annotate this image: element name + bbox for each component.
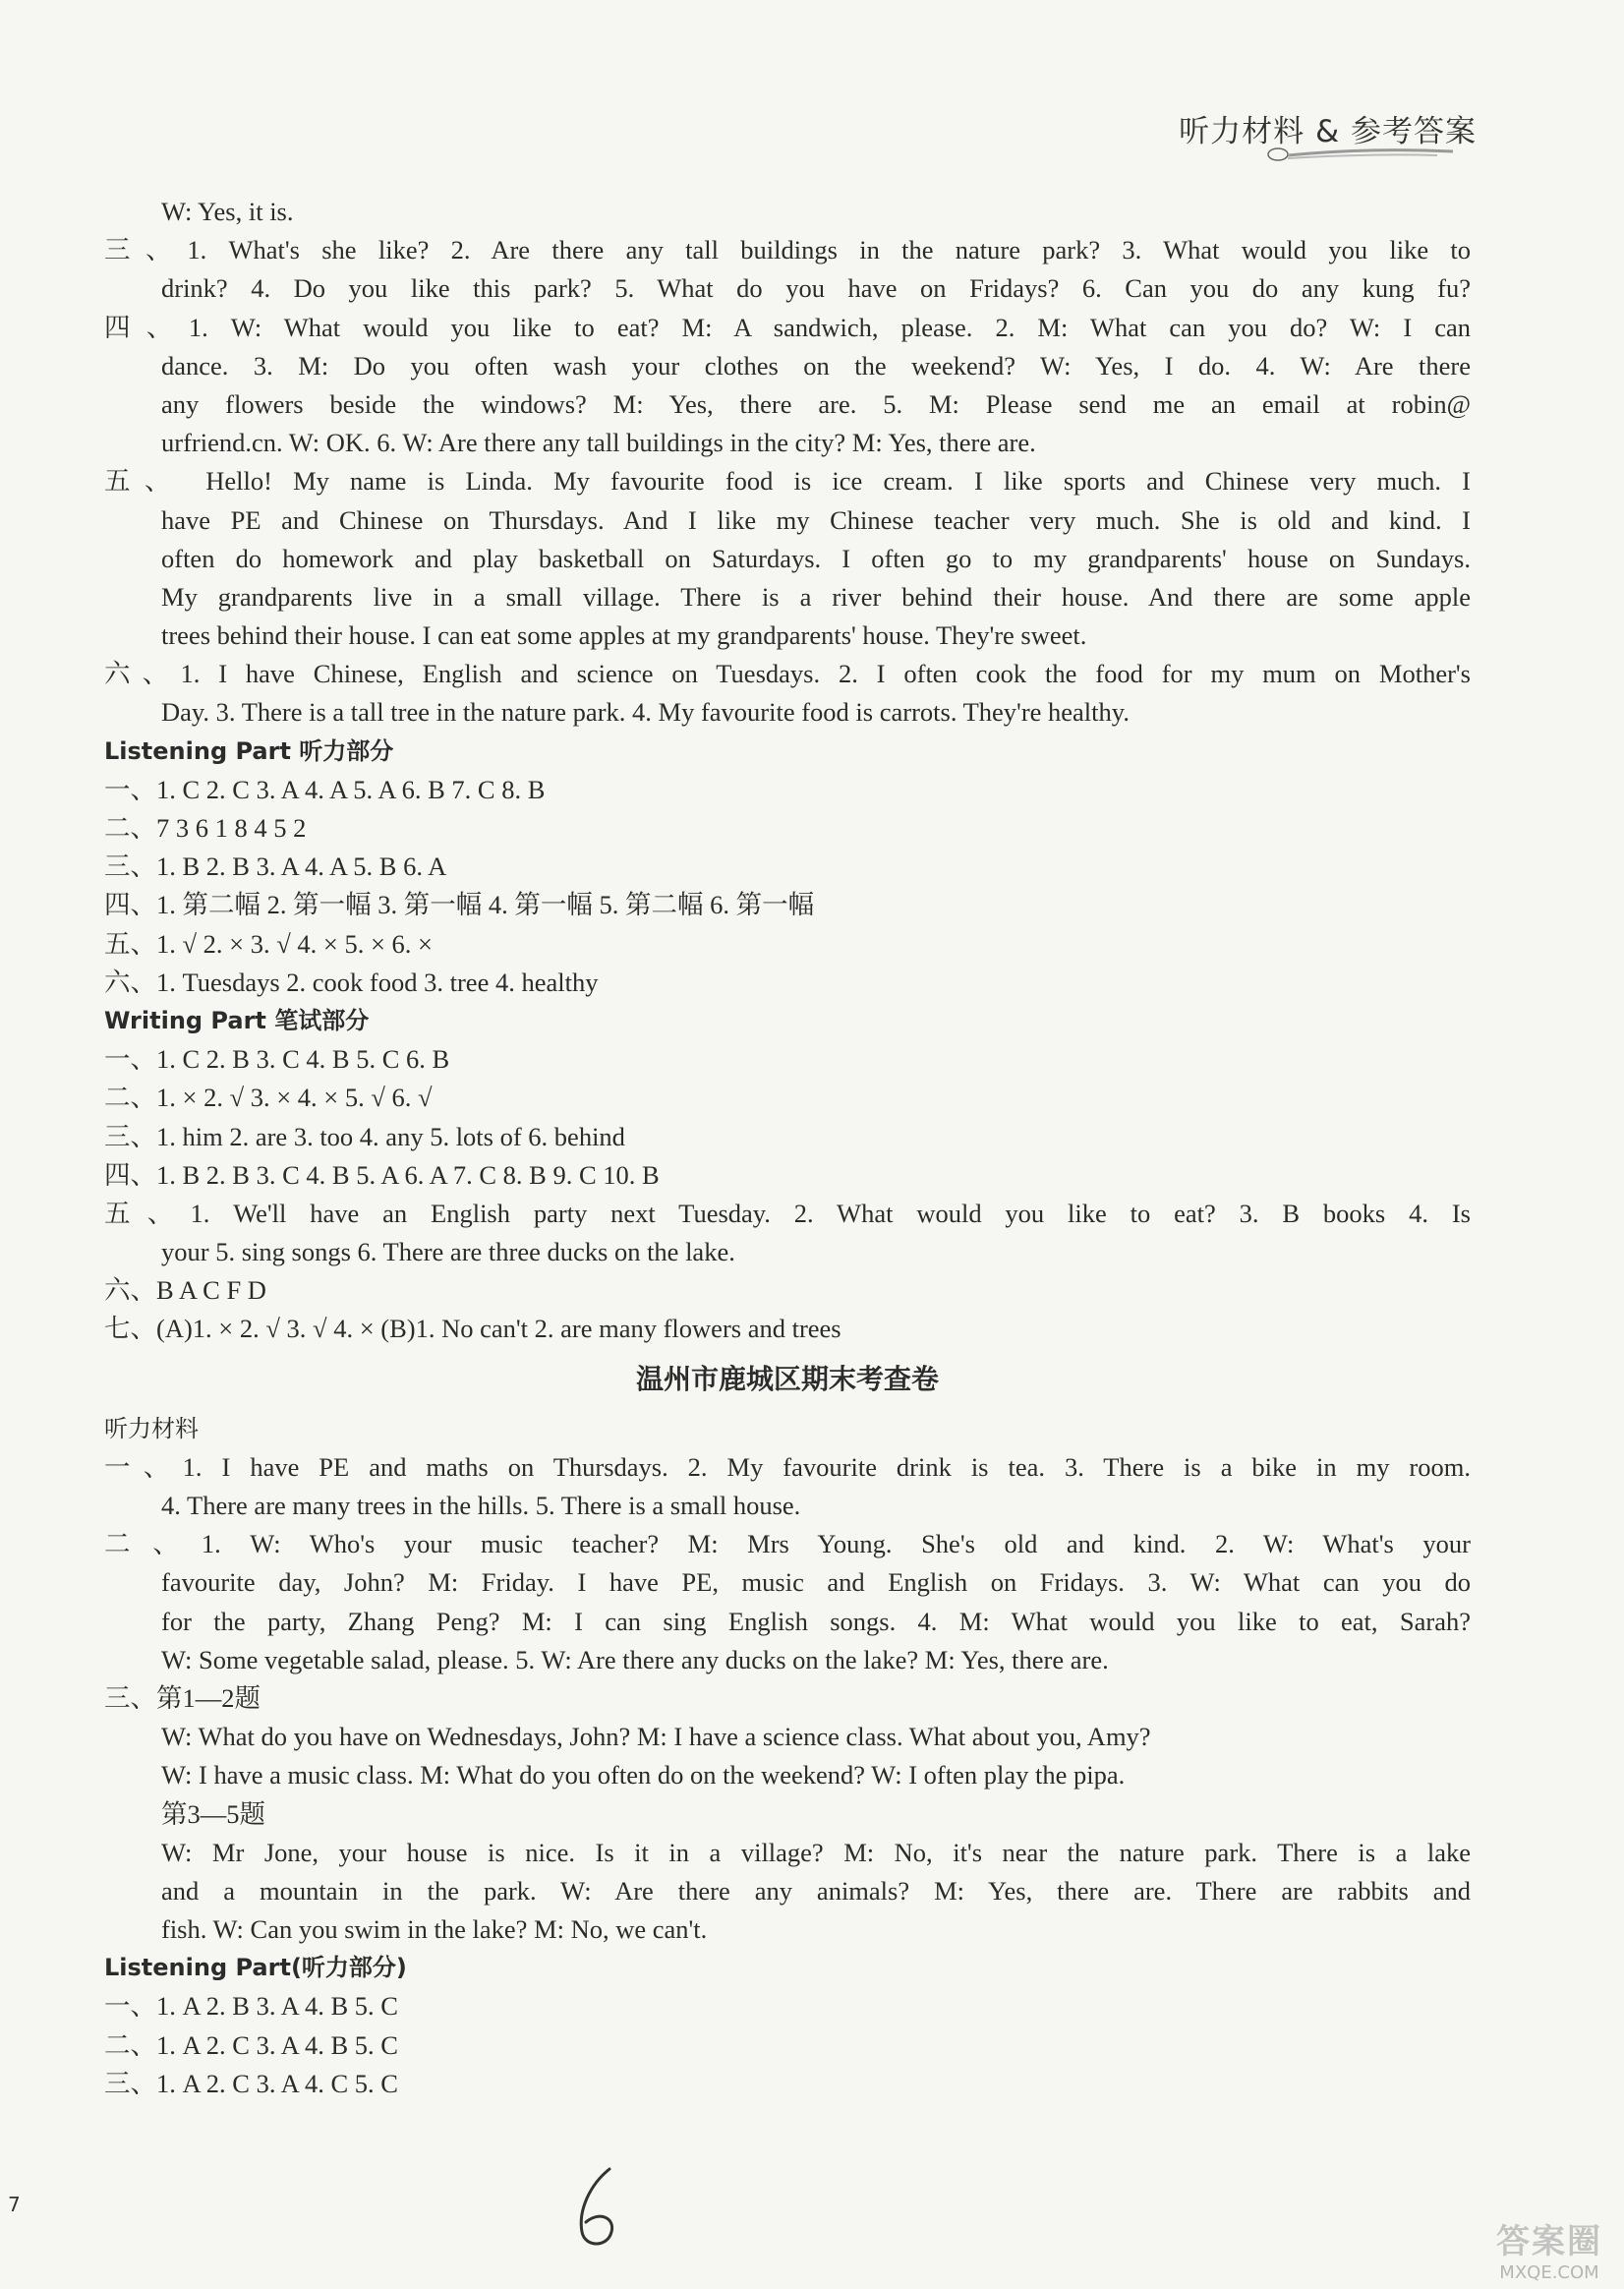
- text-line: drink? 4. Do you like this park? 5. What do you have on Fridays? 6. Can you do any kung fu?: [161, 273, 1471, 304]
- text-line: W: I have a music class. M: What do you often do on the weekend? W: I often play the pipa.: [161, 1760, 1126, 1790]
- text-line: 五、1. We'll have an English party next Tuesday. 2. What would you like to eat? 3. B books 4. Is: [104, 1198, 1471, 1228]
- text-line: and a mountain in the park. W: Are there any animals? M: Yes, there are. There are rabbits and: [161, 1875, 1471, 1906]
- text-line: 三、第1—2题: [104, 1682, 261, 1713]
- text-line: trees behind their house. I can eat some apples at my grandparents' house. They're sweet.: [161, 620, 1087, 651]
- text-line: 六、B A C F D: [104, 1275, 266, 1306]
- page-header-title: 听力材料 & 参考答案: [1179, 114, 1477, 149]
- text-line: W: Yes, it is.: [161, 197, 294, 226]
- exam-title: 温州市鹿城区期末考查卷: [635, 1362, 939, 1395]
- text-line: 六、1. I have Chinese, English and science on Tuesdays. 2. I often cook the food for my mum on Mother's: [104, 659, 1471, 689]
- text-line: 三、1. What's she like? 2. Are there any tall buildings in the nature park? 3. What would you like to: [104, 235, 1471, 265]
- text-line: 一、1. C 2. B 3. C 4. B 5. C 6. B: [104, 1044, 450, 1075]
- text-line: have PE and Chinese on Thursdays. And I like my Chinese teacher very much. She is old and kind. I: [161, 504, 1471, 535]
- watermark-url: MXQE.COM: [1499, 2262, 1599, 2283]
- text-line: 4. There are many trees in the hills. 5. There is a small house.: [161, 1491, 801, 1520]
- header-swoosh-decoration: [1260, 146, 1457, 163]
- text-line: favourite day, John? M: Friday. I have PE, music and English on Fridays. 3. W: What can you do: [161, 1567, 1471, 1598]
- text-line: 三、1. B 2. B 3. A 4. A 5. B 6. A: [104, 851, 447, 882]
- section-heading: Listening Part 听力部分: [104, 736, 394, 765]
- section-heading: Writing Part 笔试部分: [104, 1006, 370, 1034]
- page-number: 7: [8, 2193, 21, 2216]
- section-heading: Listening Part(听力部分): [104, 1954, 407, 1982]
- text-line: W: Some vegetable salad, please. 5. W: Are there any ducks on the lake? M: Yes, there are.: [161, 1644, 1109, 1674]
- text-line: 一、1. I have PE and maths on Thursdays. 2. My favourite drink is tea. 3. There is a bike in my room.: [104, 1451, 1471, 1482]
- text-line: 四、1. B 2. B 3. C 4. B 5. A 6. A 7. C 8. B 9. C 10. B: [104, 1159, 660, 1190]
- text-line: 二、7 3 6 1 8 4 5 2: [104, 813, 307, 843]
- text-line: 二、1. W: Who's your music teacher? M: Mrs Young. She's old and kind. 2. W: What's your: [104, 1529, 1471, 1559]
- text-line: 一、1. C 2. C 3. A 4. A 5. A 6. B 7. C 8. B: [104, 774, 546, 804]
- text-line: Day. 3. There is a tall tree in the nature park. 4. My favourite food is carrots. They're healthy.: [161, 697, 1130, 728]
- text-line: 五、 Hello! My name is Linda. My favourite food is ice cream. I like sports and Chinese very much. I: [104, 466, 1471, 497]
- text-line: W: Mr Jone, your house is nice. Is it in a village? M: No, it's near the nature park. There is a lake: [161, 1837, 1471, 1867]
- text-line: W: What do you have on Wednesdays, John? M: I have a science class. What about you, Amy?: [161, 1722, 1151, 1752]
- handwritten-mark: [570, 2163, 629, 2252]
- text-line: dance. 3. M: Do you often wash your clothes on the weekend? W: Yes, I do. 4. W: Are there: [161, 350, 1471, 381]
- text-line: your 5. sing songs 6. There are three ducks on the lake.: [161, 1237, 735, 1267]
- text-line: 二、1. × 2. √ 3. × 4. × 5. √ 6. √: [104, 1083, 433, 1113]
- text-line: often do homework and play basketball on Saturdays. I often go to my grandparents' house on Sundays.: [161, 543, 1471, 573]
- text-line: My grandparents live in a small village. There is a river behind their house. And there are some apple: [161, 581, 1471, 612]
- text-line: urfriend.cn. W: OK. 6. W: Are there any tall buildings in the city? M: Yes, there are.: [161, 428, 1036, 458]
- watermark-logo: [1480, 2214, 1618, 2283]
- text-line: 三、1. A 2. C 3. A 4. C 5. C: [104, 2068, 398, 2098]
- text-line: fish. W: Can you swim in the lake? M: No, we can't.: [161, 1914, 708, 1945]
- text-line: 一、1. A 2. B 3. A 4. B 5. C: [104, 1991, 398, 2022]
- text-line: any flowers beside the windows? M: Yes, there are. 5. M: Please send me an email at robin@: [161, 388, 1471, 419]
- text-line: for the party, Zhang Peng? M: I can sing English songs. 4. M: What would you like to eat, Sarah?: [161, 1606, 1471, 1636]
- text-line: 四、1. W: What would you like to eat? M: A sandwich, please. 2. M: What can you do? W: I can: [104, 312, 1471, 342]
- answer-content: [104, 193, 1471, 2103]
- text-line: 三、1. him 2. are 3. too 4. any 5. lots of 6. behind: [104, 1121, 625, 1151]
- text-line: 听力材料: [104, 1414, 199, 1442]
- text-line: 七、(A)1. × 2. √ 3. √ 4. × (B)1. No can't 2. are many flowers and trees: [104, 1314, 841, 1344]
- text-line: 二、1. A 2. C 3. A 4. B 5. C: [104, 2029, 398, 2060]
- text-line: 五、1. √ 2. × 3. √ 4. × 5. × 6. ×: [104, 928, 433, 959]
- text-line: 第3—5题: [161, 1798, 265, 1829]
- watermark-logo-text: 答案圈: [1496, 2222, 1602, 2261]
- text-line: 四、1. 第二幅 2. 第一幅 3. 第一幅 4. 第一幅 5. 第二幅 6. 第一幅: [104, 890, 815, 920]
- text-line: 六、1. Tuesdays 2. cook food 3. tree 4. healthy: [104, 967, 599, 997]
